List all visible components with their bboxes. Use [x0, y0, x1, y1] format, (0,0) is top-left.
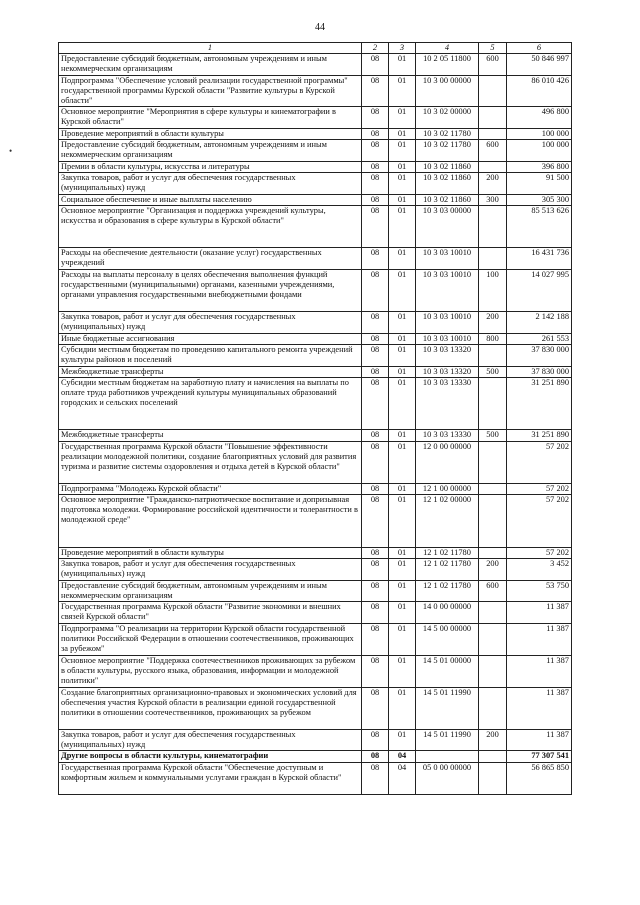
subsection-code-cell: 01 — [389, 345, 416, 367]
row-name-cell: Субсидии местным бюджетам на заработную плату и начисления на выплаты по оплате труда работников учреждений культуры муниципальных образований городских и сельских поселений — [59, 377, 362, 430]
subsection-code-cell: 01 — [389, 75, 416, 107]
row-name-cell: Государственная программа Курской области "Обеспечение доступным и комфортным жильем и коммунальными услугами граждан в Курской области" — [59, 762, 362, 794]
row-name-cell: Предоставление субсидий бюджетным, автономным учреждениям и иным некоммерческим организациям — [59, 140, 362, 162]
section-code-cell: 08 — [362, 602, 389, 624]
row-name-cell: Основное мероприятие "Гражданско-патриотическое воспитание и допризывная подготовка молодежи. Формирование российской идентичности и толерантности в молодежной среде" — [59, 495, 362, 548]
section-code-cell: 08 — [362, 333, 389, 344]
expense-type-cell — [479, 483, 507, 494]
page-number: 44 — [315, 22, 325, 33]
subsection-code-cell: 01 — [389, 655, 416, 687]
expense-type-cell — [479, 129, 507, 140]
target-article-cell: 10 3 02 11780 — [416, 129, 479, 140]
row-name-cell: Расходы на выплаты персоналу в целях обеспечения выполнения функций государственными (муниципальными) органами, казенными учреждениями, органами управления государственными внебюджетными фондами — [59, 269, 362, 311]
target-article-cell: 10 3 02 11860 — [416, 194, 479, 205]
row-name-cell: Создание благоприятных организационно-правовых и экономических условий для обеспечения участия Курской области в реализации единой государственной политики в отношении соотечественников, проживающих за рубежом — [59, 687, 362, 729]
table-row — [59, 441, 572, 483]
row-name-cell: Предоставление субсидий бюджетным, автономным учреждениям и иным некоммерческим организациям — [59, 580, 362, 602]
section-code-cell: 08 — [362, 107, 389, 129]
row-name-cell: Закупка товаров, работ и услуг для обеспечения государственных (муниципальных) нужд — [59, 173, 362, 195]
amount-cell: 3 452 — [507, 558, 572, 580]
section-code-cell: 08 — [362, 377, 389, 430]
table-row — [59, 580, 572, 602]
section-code-cell: 08 — [362, 687, 389, 729]
row-name-cell: Другие вопросы в области культуры, кинематографии — [59, 751, 362, 762]
target-article-cell: 10 3 03 13330 — [416, 430, 479, 441]
row-name-cell: Предоставление субсидий бюджетным, автономным учреждениям и иным некоммерческим организациям — [59, 54, 362, 76]
amount-cell: 11 387 — [507, 623, 572, 655]
amount-cell: 396 800 — [507, 161, 572, 172]
column-number: 4 — [416, 43, 479, 54]
target-article-cell: 14 5 00 00000 — [416, 623, 479, 655]
subsection-code-cell: 01 — [389, 687, 416, 729]
subsection-code-cell: 01 — [389, 483, 416, 494]
expense-type-cell — [479, 623, 507, 655]
table-row — [59, 206, 572, 248]
expense-type-cell — [479, 687, 507, 729]
column-number: 2 — [362, 43, 389, 54]
section-code-cell: 08 — [362, 269, 389, 311]
amount-cell: 16 431 736 — [507, 248, 572, 270]
expense-type-cell — [479, 206, 507, 248]
table-row — [59, 430, 572, 441]
table-row — [59, 333, 572, 344]
target-article-cell — [416, 751, 479, 762]
target-article-cell: 10 3 03 00000 — [416, 206, 479, 248]
subsection-code-cell: 01 — [389, 333, 416, 344]
table-row — [59, 377, 572, 430]
section-code-cell: 08 — [362, 366, 389, 377]
table-row — [59, 129, 572, 140]
table-row — [59, 558, 572, 580]
section-code-cell: 08 — [362, 248, 389, 270]
subsection-code-cell: 01 — [389, 623, 416, 655]
subsection-code-cell: 01 — [389, 248, 416, 270]
target-article-cell: 14 5 01 11990 — [416, 687, 479, 729]
row-name-cell: Основное мероприятие "Мероприятия в сфере культуры и кинематографии в Курской области" — [59, 107, 362, 129]
row-name-cell: Социальное обеспечение и иные выплаты населению — [59, 194, 362, 205]
target-article-cell: 12 0 00 00000 — [416, 441, 479, 483]
table-row — [59, 655, 572, 687]
section-code-cell: 08 — [362, 140, 389, 162]
amount-cell: 57 202 — [507, 483, 572, 494]
target-article-cell: 12 1 00 00000 — [416, 483, 479, 494]
expense-type-cell — [479, 655, 507, 687]
section-code-cell: 08 — [362, 206, 389, 248]
table-row — [59, 366, 572, 377]
amount-cell: 2 142 188 — [507, 312, 572, 334]
expense-type-cell — [479, 377, 507, 430]
amount-cell: 57 202 — [507, 495, 572, 548]
subsection-code-cell: 01 — [389, 173, 416, 195]
target-article-cell: 12 1 02 00000 — [416, 495, 479, 548]
amount-cell: 11 387 — [507, 687, 572, 729]
subsection-code-cell: 01 — [389, 312, 416, 334]
expense-type-cell — [479, 107, 507, 129]
section-code-cell: 08 — [362, 430, 389, 441]
row-name-cell: Закупка товаров, работ и услуг для обеспечения государственных (муниципальных) нужд — [59, 558, 362, 580]
expense-type-cell — [479, 75, 507, 107]
table-row — [59, 248, 572, 270]
target-article-cell: 10 3 03 13320 — [416, 345, 479, 367]
row-name-cell: Иные бюджетные ассигнования — [59, 333, 362, 344]
section-code-cell: 08 — [362, 623, 389, 655]
target-article-cell: 12 1 02 11780 — [416, 547, 479, 558]
column-number: 6 — [507, 43, 572, 54]
subsection-code-cell: 01 — [389, 194, 416, 205]
amount-cell: 14 027 995 — [507, 269, 572, 311]
subsection-code-cell: 01 — [389, 366, 416, 377]
target-article-cell: 05 0 00 00000 — [416, 762, 479, 794]
row-name-cell: Проведение мероприятий в области культуры — [59, 547, 362, 558]
amount-cell: 85 513 626 — [507, 206, 572, 248]
section-code-cell: 08 — [362, 762, 389, 794]
row-name-cell: Подпрограмма "Обеспечение условий реализации государственной программы" государственной программы Курской области "Развитие культуры в Курской области" — [59, 75, 362, 107]
row-name-cell: Подпрограмма "Молодежь Курской области" — [59, 483, 362, 494]
subsection-code-cell: 01 — [389, 161, 416, 172]
subsection-code-cell: 04 — [389, 751, 416, 762]
table-row — [59, 687, 572, 729]
subsection-code-cell: 01 — [389, 107, 416, 129]
section-code-cell: 08 — [362, 547, 389, 558]
section-code-cell: 08 — [362, 129, 389, 140]
target-article-cell: 10 3 02 11860 — [416, 161, 479, 172]
table-row — [59, 140, 572, 162]
row-name-cell: Субсидии местным бюджетам по проведению капитального ремонта учреждений культуры районов и поселений — [59, 345, 362, 367]
target-article-cell: 10 3 03 13320 — [416, 366, 479, 377]
target-article-cell: 14 5 01 00000 — [416, 655, 479, 687]
subsection-code-cell: 01 — [389, 269, 416, 311]
table-row — [59, 161, 572, 172]
subsection-code-cell: 01 — [389, 495, 416, 548]
section-code-cell: 08 — [362, 194, 389, 205]
table-row — [59, 483, 572, 494]
row-name-cell: Государственная программа Курской области "Повышение эффективности реализации молодежной политики, создание благоприятных условий для развития туризма и развитие системы оздоровления и отдыха детей в Курской области" — [59, 441, 362, 483]
section-code-cell: 08 — [362, 729, 389, 751]
row-name-cell: Премии в области культуры, искусства и литературы — [59, 161, 362, 172]
expense-type-cell: 600 — [479, 54, 507, 76]
target-article-cell: 12 1 02 11780 — [416, 580, 479, 602]
subsection-code-cell: 01 — [389, 441, 416, 483]
row-name-cell: Основное мероприятие "Поддержка соотечественников проживающих за рубежом в области культуры, русского языка, образования, информации и молодежной политики" — [59, 655, 362, 687]
row-name-cell: Основное мероприятие "Организация и поддержка учреждений культуры, искусства и образования в сфере культуры в Курской области" — [59, 206, 362, 248]
table-row — [59, 75, 572, 107]
amount-cell: 91 500 — [507, 173, 572, 195]
subsection-code-cell: 01 — [389, 547, 416, 558]
expense-type-cell: 200 — [479, 173, 507, 195]
amount-cell: 496 800 — [507, 107, 572, 129]
column-number: 5 — [479, 43, 507, 54]
subsection-code-cell: 01 — [389, 54, 416, 76]
expense-type-cell: 200 — [479, 729, 507, 751]
expense-type-cell: 200 — [479, 558, 507, 580]
expense-type-cell — [479, 762, 507, 794]
table-row — [59, 729, 572, 751]
section-code-cell: 08 — [362, 655, 389, 687]
amount-cell: 37 830 000 — [507, 345, 572, 367]
subsection-code-cell: 01 — [389, 580, 416, 602]
expense-type-cell: 300 — [479, 194, 507, 205]
target-article-cell: 14 0 00 00000 — [416, 602, 479, 624]
expense-type-cell — [479, 345, 507, 367]
row-name-cell: Государственная программа Курской области "Развитие экономики и внешних связей Курской области" — [59, 602, 362, 624]
subsection-code-cell: 01 — [389, 558, 416, 580]
target-article-cell: 10 3 03 10010 — [416, 333, 479, 344]
table-row — [59, 107, 572, 129]
amount-cell: 57 202 — [507, 441, 572, 483]
expense-type-cell: 200 — [479, 312, 507, 334]
expense-type-cell — [479, 602, 507, 624]
row-name-cell: Подпрограмма "О реализации на территории Курской области государственной политики Российской Федерации в отношении соотечественников, проживающих за рубежом" — [59, 623, 362, 655]
row-name-cell: Закупка товаров, работ и услуг для обеспечения государственных (муниципальных) нужд — [59, 729, 362, 751]
expense-type-cell: 600 — [479, 580, 507, 602]
expense-type-cell — [479, 751, 507, 762]
expense-type-cell: 800 — [479, 333, 507, 344]
expense-type-cell: 100 — [479, 269, 507, 311]
amount-cell: 57 202 — [507, 547, 572, 558]
subsection-code-cell: 01 — [389, 602, 416, 624]
target-article-cell: 10 2 05 11800 — [416, 54, 479, 76]
amount-cell: 77 307 541 — [507, 751, 572, 762]
amount-cell: 50 846 997 — [507, 54, 572, 76]
target-article-cell: 10 3 00 00000 — [416, 75, 479, 107]
table-row — [59, 547, 572, 558]
section-code-cell: 08 — [362, 312, 389, 334]
amount-cell: 53 750 — [507, 580, 572, 602]
table-body — [59, 54, 572, 795]
amount-cell: 100 000 — [507, 140, 572, 162]
row-name-cell: Проведение мероприятий в области культуры — [59, 129, 362, 140]
table-row — [59, 345, 572, 367]
table-row — [59, 495, 572, 548]
target-article-cell: 10 3 02 11780 — [416, 140, 479, 162]
section-code-cell: 08 — [362, 75, 389, 107]
section-code-cell: 08 — [362, 495, 389, 548]
expense-type-cell: 600 — [479, 140, 507, 162]
margin-mark: • — [9, 146, 13, 156]
table-row — [59, 623, 572, 655]
section-code-cell: 08 — [362, 558, 389, 580]
subsection-code-cell: 04 — [389, 762, 416, 794]
amount-cell: 11 387 — [507, 729, 572, 751]
section-code-cell: 08 — [362, 173, 389, 195]
target-article-cell: 10 3 03 10010 — [416, 312, 479, 334]
amount-cell: 100 000 — [507, 129, 572, 140]
table-row — [59, 602, 572, 624]
subsection-code-cell: 01 — [389, 430, 416, 441]
column-number-row — [59, 43, 572, 54]
subsection-code-cell: 01 — [389, 729, 416, 751]
target-article-cell: 12 1 02 11780 — [416, 558, 479, 580]
column-number: 1 — [59, 43, 362, 54]
section-code-cell: 08 — [362, 580, 389, 602]
expense-type-cell — [479, 441, 507, 483]
amount-cell: 86 010 426 — [507, 75, 572, 107]
row-name-cell: Межбюджетные трансферты — [59, 430, 362, 441]
budget-table — [58, 42, 572, 795]
section-code-cell: 08 — [362, 54, 389, 76]
subsection-code-cell: 01 — [389, 377, 416, 430]
expense-type-cell — [479, 495, 507, 548]
section-code-cell: 08 — [362, 345, 389, 367]
table-row — [59, 762, 572, 794]
amount-cell: 31 251 890 — [507, 377, 572, 430]
expense-type-cell: 500 — [479, 366, 507, 377]
section-code-cell: 08 — [362, 751, 389, 762]
section-code-cell: 08 — [362, 161, 389, 172]
table-row — [59, 173, 572, 195]
table-row — [59, 312, 572, 334]
section-code-cell: 08 — [362, 441, 389, 483]
target-article-cell: 10 3 02 11860 — [416, 173, 479, 195]
amount-cell: 261 553 — [507, 333, 572, 344]
expense-type-cell — [479, 547, 507, 558]
target-article-cell: 14 5 01 11990 — [416, 729, 479, 751]
subsection-code-cell: 01 — [389, 129, 416, 140]
table-row — [59, 751, 572, 762]
row-name-cell: Закупка товаров, работ и услуг для обеспечения государственных (муниципальных) нужд — [59, 312, 362, 334]
amount-cell: 56 865 850 — [507, 762, 572, 794]
target-article-cell: 10 3 03 13330 — [416, 377, 479, 430]
amount-cell: 37 830 000 — [507, 366, 572, 377]
row-name-cell: Расходы на обеспечение деятельности (оказание услуг) государственных учреждений — [59, 248, 362, 270]
section-code-cell: 08 — [362, 483, 389, 494]
table-row — [59, 194, 572, 205]
target-article-cell: 10 3 03 10010 — [416, 248, 479, 270]
amount-cell: 305 300 — [507, 194, 572, 205]
table-row — [59, 269, 572, 311]
subsection-code-cell: 01 — [389, 140, 416, 162]
subsection-code-cell: 01 — [389, 206, 416, 248]
target-article-cell: 10 3 03 10010 — [416, 269, 479, 311]
row-name-cell: Межбюджетные трансферты — [59, 366, 362, 377]
column-number: 3 — [389, 43, 416, 54]
expense-type-cell — [479, 161, 507, 172]
amount-cell: 11 387 — [507, 602, 572, 624]
table-row — [59, 54, 572, 76]
amount-cell: 11 387 — [507, 655, 572, 687]
expense-type-cell — [479, 248, 507, 270]
amount-cell: 31 251 890 — [507, 430, 572, 441]
expense-type-cell: 500 — [479, 430, 507, 441]
target-article-cell: 10 3 02 00000 — [416, 107, 479, 129]
